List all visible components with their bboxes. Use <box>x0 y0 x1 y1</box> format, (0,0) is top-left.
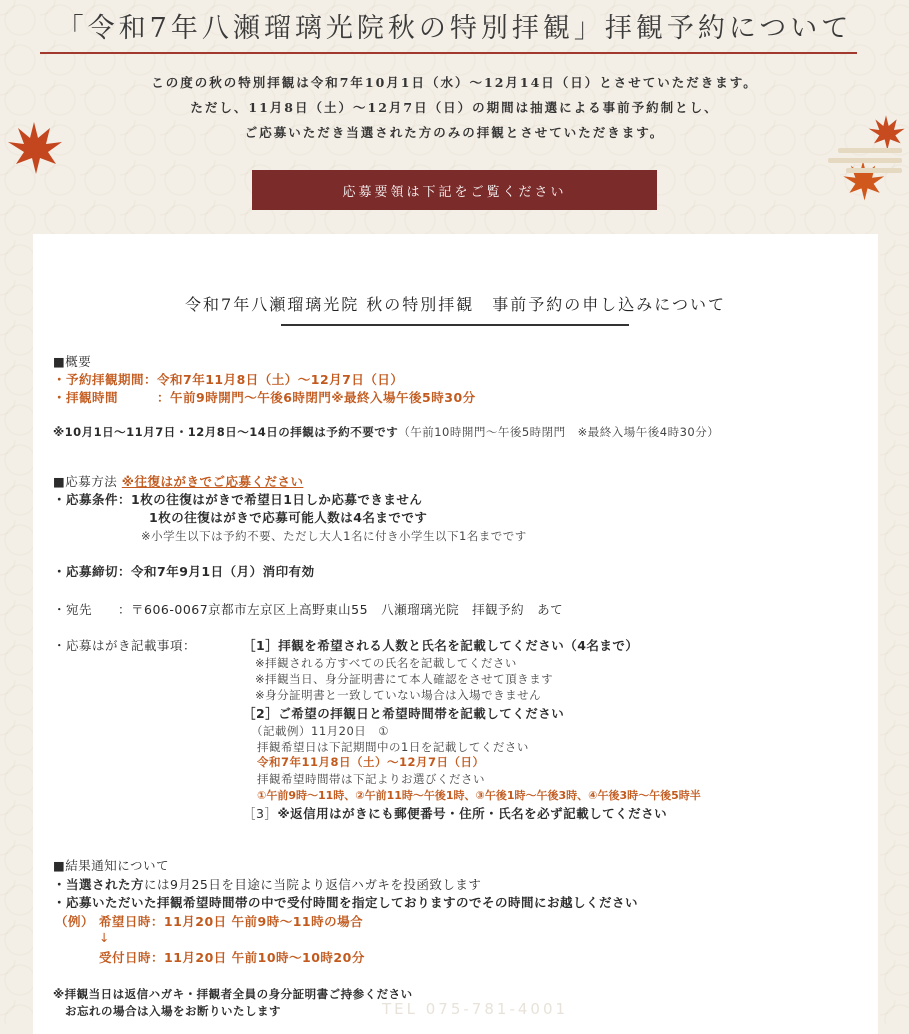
result-heading: ■結果通知について <box>53 858 170 873</box>
footnote: お忘れの場合は入場をお断りいたします <box>65 1004 281 1018</box>
intro-line: ご応募いただき当選された方のみの拝観とさせていただきます。 <box>244 125 665 140</box>
footnote: ※拝観当日は返信ハガキ・拝観者全員の身分証明書ご持参ください <box>53 987 413 1001</box>
card-title-underline <box>281 324 629 326</box>
item-3: ※返信用はがきにも郵便番号・住所・氏名を必ず記載してください <box>277 806 668 821</box>
application-guide-button[interactable]: 応募要領は下記をご覧ください <box>252 170 657 210</box>
item-1-note: ※拝観される方すべての氏名を記載してください <box>255 656 517 670</box>
example-wish: 希望日時：11月20日 午前9時～11時の場合 <box>98 914 364 929</box>
condition-note: ※小学生以下は予約不要、ただし大人1名に付き小学生以下1名までです <box>141 529 527 543</box>
arrival-instruction: ・応募いただいた拝観希望時間帯の中で受付時間を指定しておりますのでその時間にお越しください <box>53 895 639 910</box>
item-1-note: ※身分証明書と一致していない場合は入場できません <box>255 688 542 702</box>
visiting-hours: ・拝観時間 ：午前9時開門～午後6時閉門※最終入場午後5時30分 <box>53 390 476 405</box>
mailing-address: ・宛先 ：〒606-0067京都市左京区上高野東山55 八瀬瑠璃光院 拝観予約 あて <box>53 602 564 617</box>
items-label: ・応募はがき記載事項： <box>53 638 197 653</box>
time-slots: ①午前9時～11時、②午前11時～午後1時、③午後1時～午後3時、④午後3時～午後5時半 <box>257 789 701 802</box>
maple-leaf-icon <box>4 118 64 176</box>
cloud-ornament-icon <box>828 142 906 176</box>
time-note: 拝観希望時間帯は下記よりお選びください <box>257 772 485 786</box>
example-entry: （記載例）11月20日 ① <box>251 724 390 738</box>
reservation-period: ・予約拝観期間：令和7年11月8日（土）～12月7日（日） <box>53 372 404 387</box>
card-title: 令和7年八瀬瑠璃光院 秋の特別拝観 事前予約の申し込みについて <box>185 295 726 314</box>
condition-1: ・応募条件：1枚の往復はがきで希望日1日しか応募できません <box>53 492 423 507</box>
example-label: （例） <box>55 914 95 929</box>
item-1-note: ※拝観当日、身分証明書にて本人確認をさせて頂きます <box>255 672 554 686</box>
item-2: ［2］ご希望の拝観日と希望時間帯を記載してください <box>243 706 565 721</box>
down-arrow-icon: ↓ <box>99 930 110 945</box>
faint-phone-number: TEL 075-781-4001 <box>382 1000 569 1018</box>
intro-line: ただし、11月8日（土）～12月7日（日）の期間は抽選による事前予約制とし、 <box>190 100 719 115</box>
example-reception: 受付日時：11月20日 午前10時～10時20分 <box>99 950 365 965</box>
page-title: 「令和7年八瀬瑠璃光院秋の特別拝観」拝観予約について <box>56 13 853 44</box>
intro-text <box>0 70 909 145</box>
application-heading: ■応募方法 <box>53 474 118 489</box>
reservation-card <box>33 234 878 1034</box>
no-reservation-hours: （午前10時開門～午後5時閉門 ※最終入場午後4時30分） <box>398 425 720 439</box>
item-3-bracket: ［3］ <box>243 806 278 821</box>
postcard-link[interactable]: ※往復はがきでご応募ください <box>121 474 304 489</box>
overview-heading: ■概要 <box>53 354 92 369</box>
winner-notice: には9月25日を目途に当院より返信ハガキを投函致します <box>144 877 482 892</box>
date-range: 令和7年11月8日（土）～12月7日（日） <box>257 755 485 769</box>
title-divider <box>40 52 857 54</box>
date-note: 拝観希望日は下記期間中の1日を記載してください <box>257 740 529 754</box>
deadline: ・応募締切：令和7年9月1日（月）消印有効 <box>53 564 315 579</box>
item-1: ［1］拝観を希望される人数と氏名を記載してください（4名まで） <box>243 638 639 653</box>
winner-label: ・当選された方 <box>53 877 145 892</box>
condition-2: 1枚の往復はがきで応募可能人数は4名までです <box>149 510 428 525</box>
no-reservation-note: ※10月1日～11月7日・12月8日～14日の拝観は予約不要です <box>53 425 399 439</box>
intro-line: この度の秋の特別拝観は令和7年10月1日（水）～12月14日（日）とさせていただきます。 <box>151 75 758 90</box>
